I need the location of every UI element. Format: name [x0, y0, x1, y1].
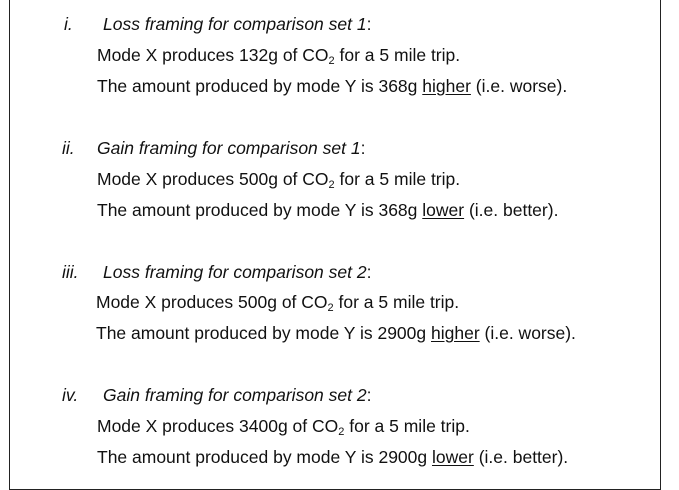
line-text: The amount produced by mode Y is 368g [97, 76, 423, 96]
co2-subscript: 2 [328, 179, 335, 191]
item-heading [103, 261, 371, 283]
line-text: Mode X produces 3400g of CO [97, 416, 339, 436]
line-text: for a 5 mile trip. [344, 416, 470, 436]
item-line-2 [97, 446, 568, 468]
line-text: Mode X produces 500g of CO [97, 169, 329, 189]
emphasis-word: higher [431, 323, 480, 343]
line-text: Mode X produces 132g of CO [97, 45, 329, 65]
item-line-1 [97, 44, 460, 66]
line-text: (i.e. better). [464, 200, 559, 220]
line-text: The amount produced by mode Y is 368g [97, 200, 423, 220]
item-heading-label: Gain framing for comparison set 1 [97, 138, 361, 158]
item-heading [103, 384, 371, 406]
item-numeral: i. [64, 14, 73, 34]
item-numeral: ii. [62, 138, 75, 158]
co2-subscript: 2 [338, 426, 345, 438]
heading-colon: : [366, 262, 372, 282]
line-text: for a 5 mile trip. [334, 169, 461, 189]
line-text: Mode X produces 500g of CO [96, 292, 328, 312]
line-text: The amount produced by mode Y is 2900g [96, 323, 431, 343]
line-text: (i.e. worse). [470, 76, 568, 96]
line-text: The amount produced by mode Y is 2900g [97, 447, 432, 467]
line-text: for a 5 mile trip. [334, 45, 461, 65]
emphasis-word: lower [422, 200, 465, 220]
heading-colon: : [360, 138, 366, 158]
item-heading-label: Loss framing for comparison set 1 [103, 14, 367, 34]
item-heading [97, 137, 365, 159]
heading-colon: : [366, 385, 372, 405]
item-numeral: iii. [62, 262, 79, 282]
co2-subscript: 2 [328, 55, 335, 67]
emphasis-word: higher [422, 76, 471, 96]
item-line-2 [97, 199, 558, 221]
item-numeral: iv. [62, 385, 79, 405]
heading-colon: : [366, 14, 372, 34]
item-heading [103, 13, 371, 35]
item-line-2 [96, 322, 576, 344]
line-text: for a 5 mile trip. [333, 292, 460, 312]
item-heading-label: Loss framing for comparison set 2 [103, 262, 367, 282]
item-line-2 [97, 75, 567, 97]
emphasis-word: lower [432, 447, 474, 467]
co2-subscript: 2 [327, 302, 334, 314]
line-text: (i.e. worse). [479, 323, 576, 343]
item-heading-label: Gain framing for comparison set 2 [103, 385, 367, 405]
line-text: (i.e. better). [473, 447, 569, 467]
item-line-1 [97, 415, 470, 437]
item-line-1 [96, 291, 459, 313]
item-line-1 [97, 168, 460, 190]
